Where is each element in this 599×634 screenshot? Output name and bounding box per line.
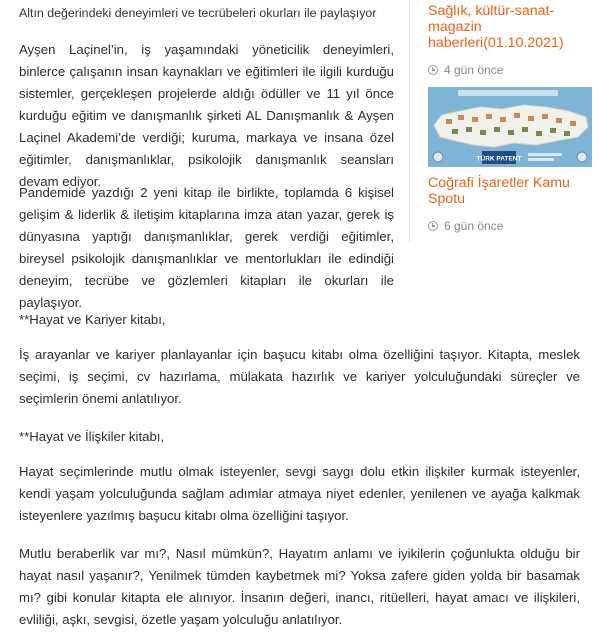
- news-time-1: 4 gün önce: [444, 63, 504, 77]
- news-time-2: 6 gün önce: [444, 219, 504, 233]
- clock-icon: [428, 221, 438, 231]
- related-news-sidebar: [409, 0, 599, 242]
- article-paragraph-5: Mutlu beraberlik var mı?, Nasıl mümkün?, Hayatım anlamı ve iyikilerin çoğunlukta olduğu bir hayat nasıl yaşanır?, Yenilmek tümden kaybetmek mi? Yoksa zafere giden yolda bir basamak mı? gibi konular kitapta ele alınıyor. İnsanın değeri, inancı, ritüelleri, hayat amacı ve ilişkileri, evliliği, aşkı, sevgisi, özetle yaşam yolculuğu anlatılıyor.: [19, 546, 580, 627]
- news-title-2[interactable]: Coğrafi İşaretler Kamu Spotu: [428, 175, 570, 207]
- book-heading-relationships: **Hayat ve İlişkiler kitabı,: [19, 429, 165, 444]
- book-heading-career: **Hayat ve Kariyer kitabı,: [19, 312, 166, 327]
- clock-icon: [428, 65, 438, 75]
- turkey-map-illustration: [428, 87, 592, 167]
- thumb-caption: TÜRK PATENT: [476, 155, 522, 163]
- news-item-2[interactable]: [428, 175, 593, 233]
- article-paragraph-4: Hayat seçimlerinde mutlu olmak isteyenler, sevgi saygı dolu etkin ilişkiler kurmak isteyenler, kendi yaşam yolculuğunda sağlam adımlar atmaya niyet edenler, yenilenen ve ayağa kalkmak isteyenlere yazılmış başucu kitabı olma özelliğini taşıyor.: [19, 464, 580, 523]
- article-paragraph-1: Ayşen Laçinel’in, iş yaşamındaki yöneticilik deneyimleri, binlerce çalışanın insan kaynakları ve eğitimleri ile ilgili kurduğu sistemler, gerçekleşen projelerde aldığı ödüller ve 11 yıl önce kurduğu eğitim ve danışmanlık şirketi AL Danışmanlık & Ayşen Laçinel Akademi’de verdiği; kuruma, markaya ve insana özel eğitimler, danışmanlıklar, psikolojik danışmanlık seansları devam ediyor.: [19, 42, 394, 189]
- news-meta-2: [428, 219, 593, 233]
- news-item-1[interactable]: [428, 3, 593, 77]
- article-paragraph-2: Pandemide yazdığı 2 yeni kitap ile birlikte, toplamda 6 kişisel gelişim & liderlik & iletişim kitaplarına imza atan yazar, gerek iş dünyasına yaptığı danışmanlıklar, gerek verdiği eğitimler, bireysel psikolojik danışmanlıklar ve mentorlukları ile edindiği deneyim, tecrübe ve gözlemleri kitapları ile okurları ile paylaşıyor.: [19, 185, 394, 310]
- article-intro: Altın değerindeki deneyimleri ve tecrübeleri okurları ile paylaşıyor: [19, 6, 377, 20]
- news-thumbnail-2[interactable]: [428, 87, 592, 167]
- article-paragraph-3: İş arayanlar ve kariyer planlayanlar için başucu kitabı olma özelliğini taşıyor. Kitapta, meslek seçimi, iş seçimi, cv hazırlama, mülakata hazırlık ve kariyer yolculuğundaki süreçler ve seçimlerin önemi anlatılıyor.: [19, 347, 580, 406]
- news-meta-1: [428, 63, 593, 77]
- news-title-1[interactable]: Sağlık, kültür-sanat-magazin haberleri(01.10.2021): [428, 3, 564, 51]
